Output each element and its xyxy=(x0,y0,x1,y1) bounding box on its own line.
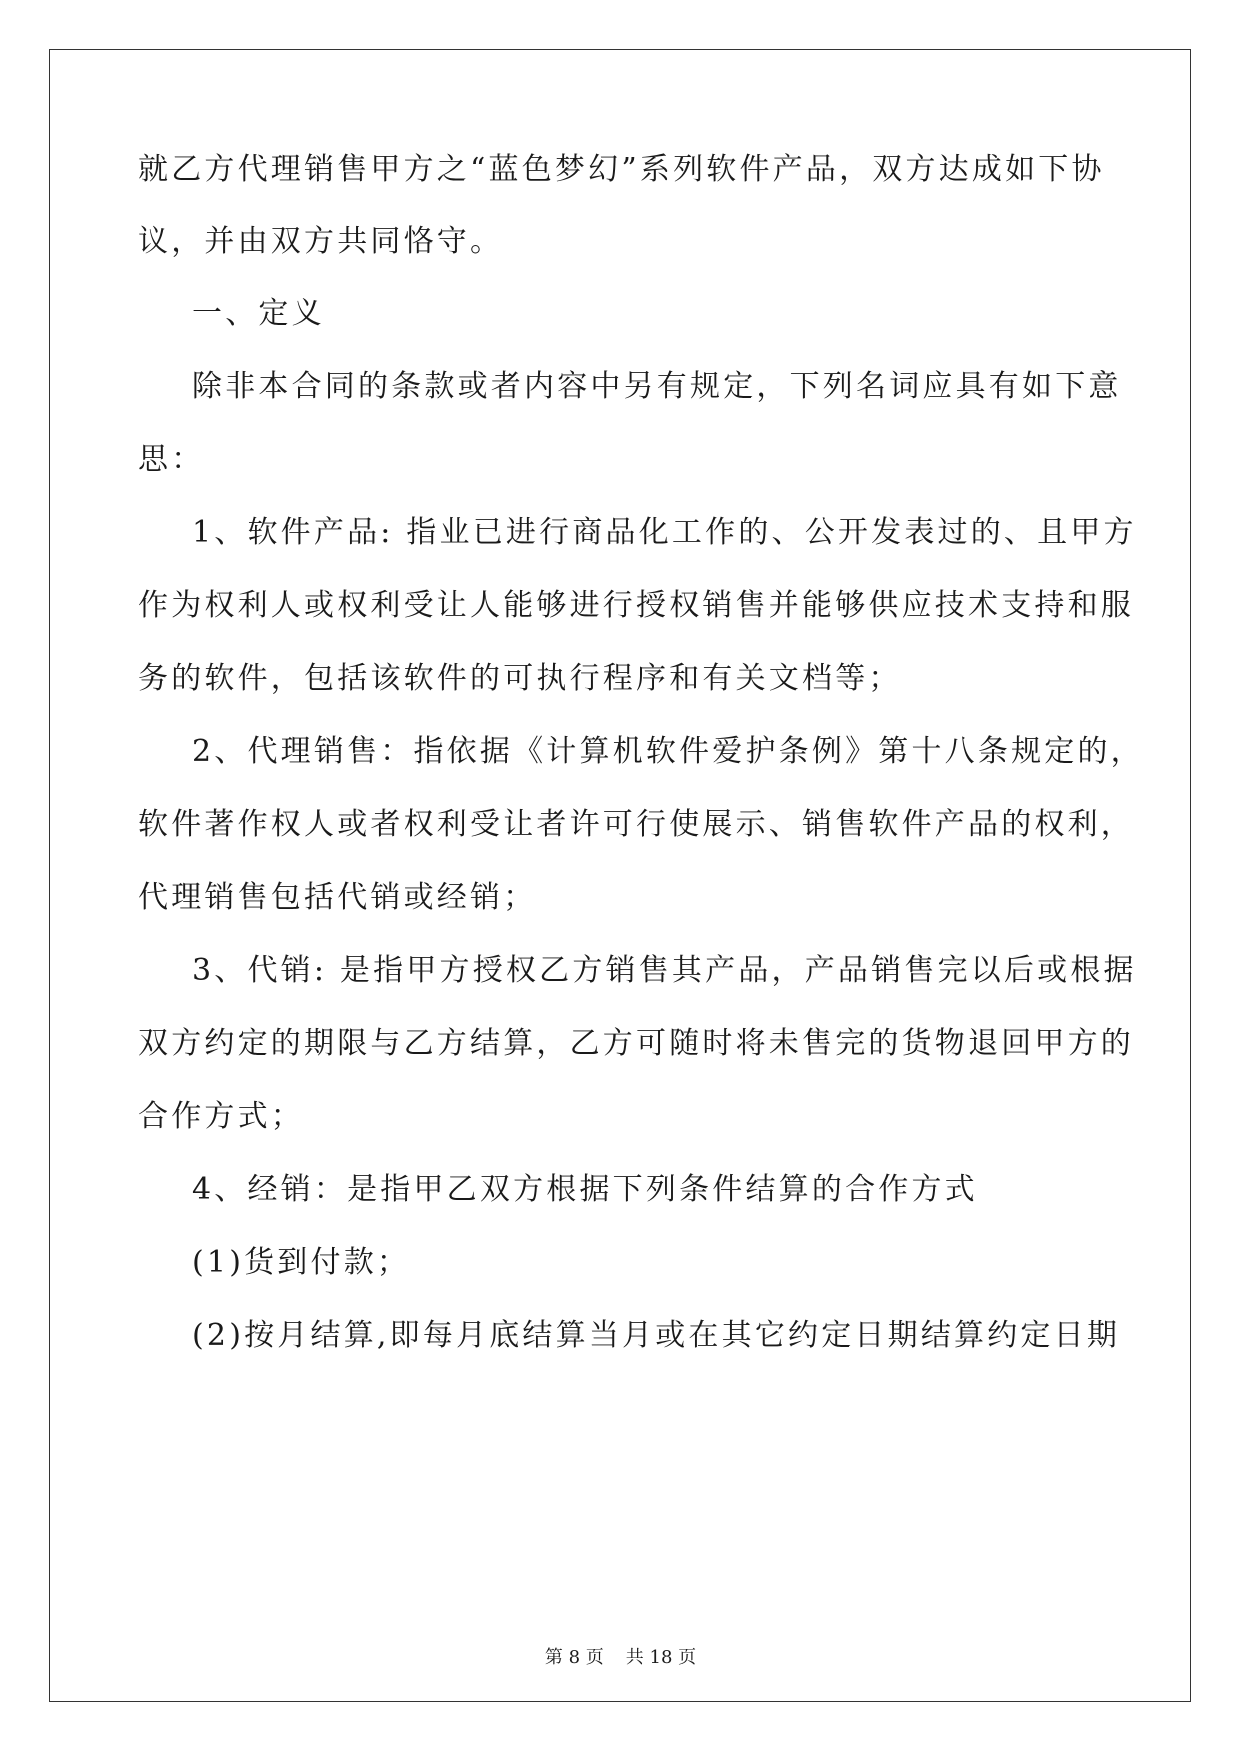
paragraph-line: 作为权利人或权利受让人能够进行授权销售并能够供应技术支持和服 xyxy=(138,588,1134,623)
list-item: (1)货到付款； xyxy=(192,1245,411,1280)
paragraph-line: 思： xyxy=(138,442,205,477)
paragraph-line: 代理销售包括代销或经销； xyxy=(138,880,537,915)
paragraph-line: 软件著作权人或者权利受让者许可行使展示、销售软件产品的权利， xyxy=(138,807,1134,842)
page-footer xyxy=(0,1646,1241,1670)
paragraph-line: 合作方式； xyxy=(138,1099,304,1134)
paragraph-line: 2、代理销售：指依据《计算机软件爱护条例》第十八条规定的， xyxy=(192,734,1144,769)
paragraph-line: 议，并由双方共同恪守。 xyxy=(138,224,504,259)
paragraph-line: 就乙方代理销售甲方之“蓝色梦幻”系列软件产品，双方达成如下协 xyxy=(138,152,1105,187)
page-number: 第 8 页 xyxy=(544,1647,604,1668)
paragraph-line: 1、软件产品: 指业已进行商品化工作的、公开发表过的、且甲方 xyxy=(192,515,1137,550)
paragraph-line: 务的软件，包括该软件的可执行程序和有关文档等； xyxy=(138,661,902,696)
paragraph-line: 3、代销: 是指甲方授权乙方销售其产品，产品销售完以后或根据 xyxy=(192,953,1137,988)
paragraph-line: 4、经销：是指甲乙双方根据下列条件结算的合作方式 xyxy=(192,1172,978,1207)
paragraph-line: 除非本合同的条款或者内容中另有规定，下列名词应具有如下意 xyxy=(192,369,1122,404)
page-total: 共 18 页 xyxy=(625,1647,697,1668)
section-heading: 一、定义 xyxy=(192,296,325,331)
list-item: (2)按月结算,即每月底结算当月或在其它约定日期结算约定日期 xyxy=(192,1318,1121,1353)
paragraph-line: 双方约定的期限与乙方结算，乙方可随时将未售完的货物退回甲方的 xyxy=(138,1026,1134,1061)
